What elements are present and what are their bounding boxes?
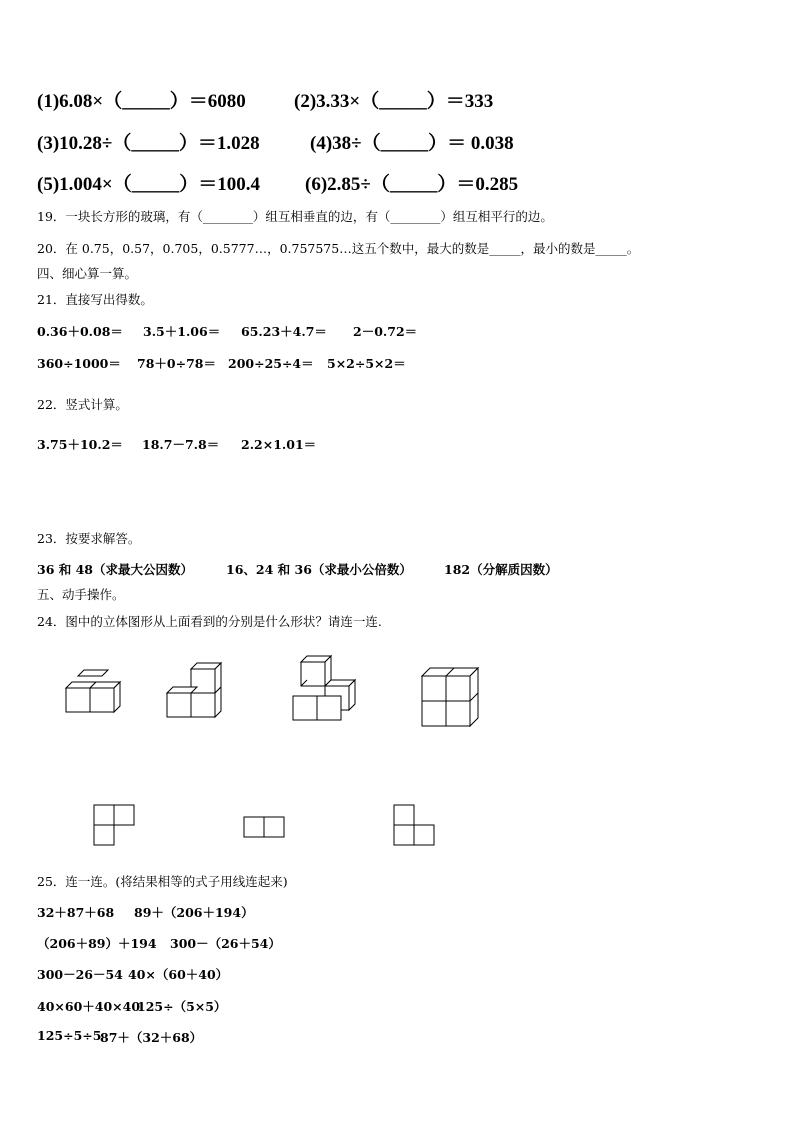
question-25: 25．连一连。(将结果相等的式子用线连起来) bbox=[37, 874, 288, 889]
q25-left-expr: 32＋87＋68 bbox=[37, 905, 115, 920]
solid-figure-1 bbox=[60, 668, 130, 720]
question-21: 21．直接写出得数。 bbox=[37, 292, 153, 307]
q21-item: 65.23＋4.7＝ bbox=[241, 324, 327, 339]
q21-item: 360÷1000＝ bbox=[37, 356, 121, 371]
question-20: 20．在 0.75，0.57，0.705，0.5777…，0.757575…这五个数中，最大的数是_____，最小的数是_____。 bbox=[37, 241, 640, 256]
q22-item: 18.7－7.8＝ bbox=[142, 437, 220, 452]
top-view-1 bbox=[92, 803, 138, 849]
q21-item: 3.5＋1.06＝ bbox=[143, 324, 221, 339]
top-view-3 bbox=[392, 803, 438, 849]
solid-figure-3 bbox=[288, 650, 368, 726]
q25-right-expr: 40×（60＋40） bbox=[128, 967, 229, 982]
section-4-heading: 四、细心算一算。 bbox=[37, 266, 138, 281]
question-24: 24．图中的立体图形从上面看到的分别是什么形状？请连一连. bbox=[37, 614, 382, 629]
q25-left-expr: 40×60＋40×40 bbox=[37, 999, 141, 1014]
question-22: 22．竖式计算。 bbox=[37, 397, 128, 412]
top-view-2 bbox=[242, 815, 288, 839]
fill-in-3: (3)10.28÷（_____）＝1.028 bbox=[37, 133, 260, 154]
q23-item: 182（分解质因数） bbox=[444, 562, 558, 577]
q21-item: 0.36＋0.08＝ bbox=[37, 324, 123, 339]
question-19: 19．一块长方形的玻璃，有（________）组互相垂直的边，有（________）组互相平行的边。 bbox=[37, 209, 553, 224]
q23-item: 36 和 48（求最大公因数） bbox=[37, 562, 193, 577]
q25-left-expr: 300－26－54 bbox=[37, 967, 123, 982]
q25-left-expr: （206＋89）＋194 bbox=[37, 936, 157, 951]
q21-item: 2－0.72＝ bbox=[353, 324, 418, 339]
q23-item: 16、24 和 36（求最小公倍数） bbox=[226, 562, 412, 577]
q25-right-expr: 87＋（32＋68） bbox=[100, 1030, 203, 1045]
q21-item: 78＋0÷78＝ bbox=[137, 356, 216, 371]
q25-right-expr: 89＋（206＋194） bbox=[134, 905, 254, 920]
q25-left-expr: 125÷5÷5 bbox=[37, 1028, 102, 1043]
fill-in-2: (2)3.33×（_____）＝333 bbox=[294, 91, 494, 112]
q21-item: 200÷25÷4＝ bbox=[228, 356, 314, 371]
fill-in-4: (4)38÷（_____）＝ 0.038 bbox=[310, 133, 514, 154]
q22-item: 3.75＋10.2＝ bbox=[37, 437, 123, 452]
q25-right-expr: 300－（26＋54） bbox=[170, 936, 281, 951]
q22-item: 2.2×1.01＝ bbox=[241, 437, 317, 452]
question-23: 23．按要求解答。 bbox=[37, 531, 141, 546]
fill-in-5: (5)1.004×（_____）＝100.4 bbox=[37, 174, 260, 195]
fill-in-6: (6)2.85÷（_____）＝0.285 bbox=[305, 174, 519, 195]
solid-figure-4 bbox=[418, 664, 488, 730]
solid-figure-2 bbox=[162, 658, 232, 722]
q25-right-expr: 125÷（5×5） bbox=[137, 999, 227, 1014]
q21-item: 5×2÷5×2＝ bbox=[327, 356, 406, 371]
fill-in-1: (1)6.08×（_____）＝6080 bbox=[37, 91, 246, 112]
section-5-heading: 五、动手操作。 bbox=[37, 587, 125, 602]
